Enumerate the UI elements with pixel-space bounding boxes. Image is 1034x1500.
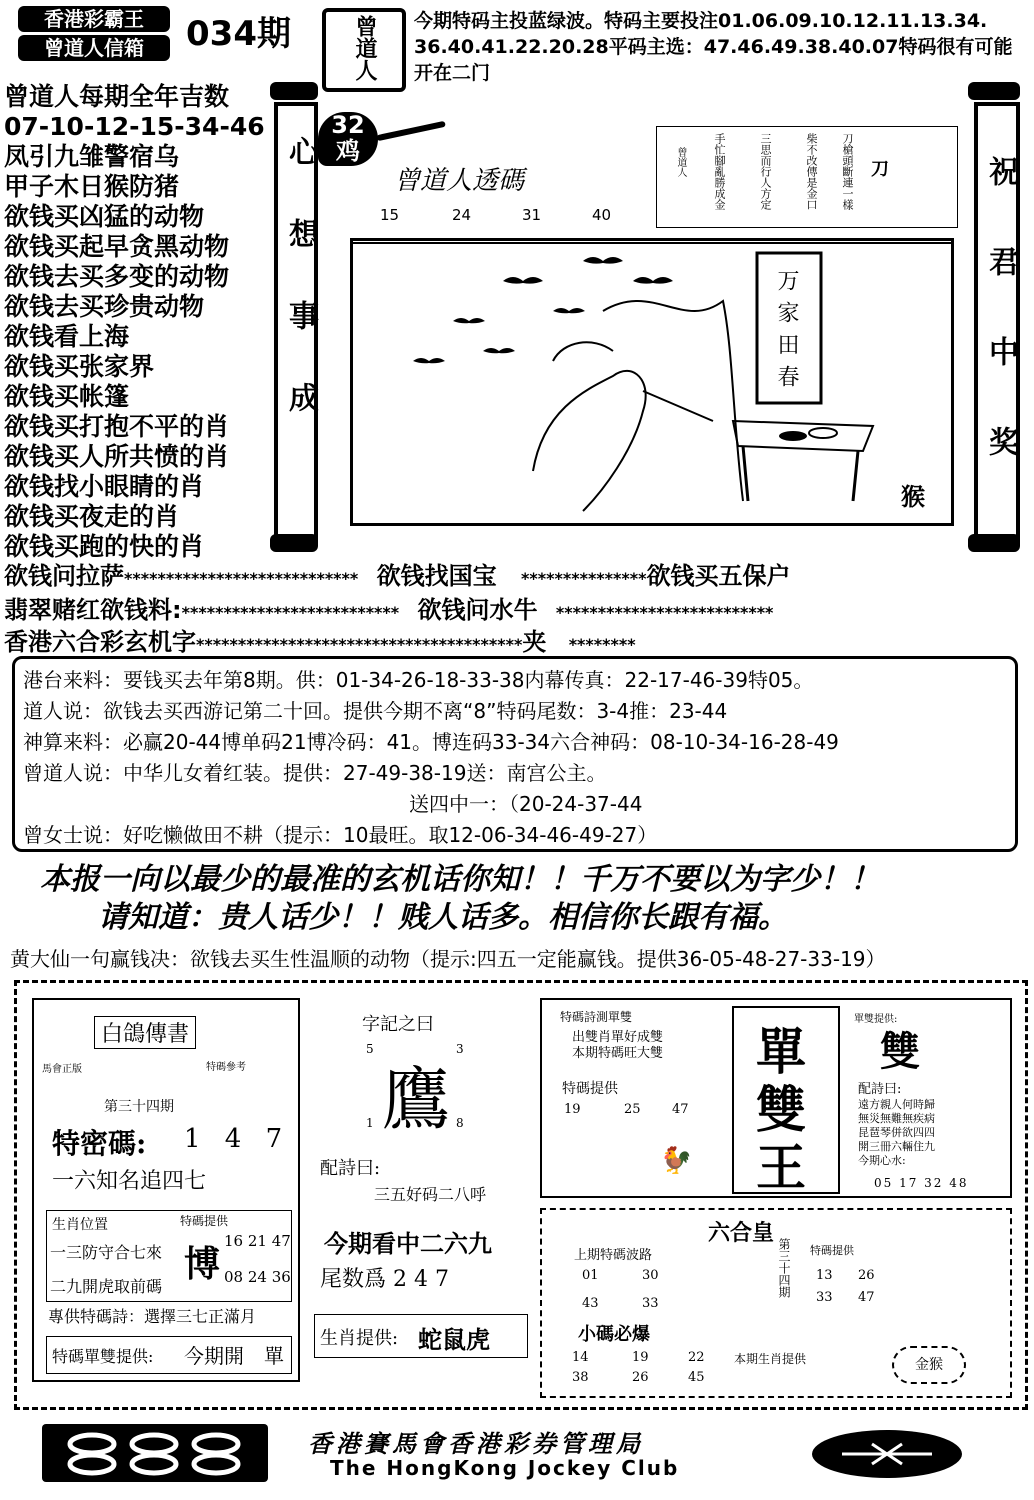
big-char: 鷹 [382, 1061, 451, 1140]
verse-col: 刀 [871, 159, 889, 180]
small-num: 26 [632, 1370, 649, 1385]
info-line: 神算来料：必赢20-44博单码21博冷码：41。博连码33-34六合神码：08-10-34-16-28-49 [23, 730, 839, 754]
panel-liuhe-title: 六合皇 [708, 1220, 775, 1246]
header-notice [414, 8, 1030, 86]
corner-tr: 3 [456, 1042, 464, 1056]
footer-logo-left [42, 1424, 268, 1482]
horse-emblem [812, 1430, 962, 1478]
clue-left: 欲钱问拉萨 [4, 562, 124, 590]
pos-line-2: 二九開虎取前碼 [50, 1277, 163, 1296]
picture-num: 15 [380, 206, 400, 224]
tema-label: 特密碼: [52, 1127, 147, 1160]
clue-row [4, 590, 774, 624]
verse-2: 本期特碼旺大雙 [572, 1046, 664, 1061]
panel-ying-title: 字記之曰 [362, 1014, 434, 1035]
verse-box [656, 126, 958, 228]
zodiac-label: 生肖提供: [320, 1328, 399, 1349]
clue-stars: **************************** [124, 569, 359, 588]
footer-org-en: The HongKong Jockey Club [330, 1456, 680, 1480]
small-num: 14 [572, 1350, 589, 1365]
right-poem-label: 配詩曰: [858, 1082, 902, 1097]
panel-liuhe [540, 1208, 1012, 1398]
illustration-frame [350, 238, 954, 526]
left-line: 欲钱去买珍贵动物 [4, 292, 205, 321]
rooster-icon: 🐓 [660, 1146, 693, 1176]
left-line: 甲子木日猴防猪 [4, 172, 180, 201]
right-char: 雙 [880, 1028, 920, 1075]
left-line: 欲钱去买多变的动物 [4, 262, 230, 291]
dsw-num: 19 [564, 1102, 581, 1117]
verse-col: 柴不改傳是金口 [805, 133, 818, 210]
liuhe-num: 33 [642, 1296, 659, 1311]
info-line: 送四中一：（20-24-37-44 [409, 792, 643, 816]
panel-baige-sub-left: 馬會正版 [42, 1064, 82, 1075]
picture-title: 曾道人透碼 [394, 166, 525, 196]
panel-baige-sub-right: 特碼參考 [206, 1062, 246, 1073]
small-num: 22 [688, 1350, 705, 1365]
wave-label: 上期特碼波路 [574, 1248, 653, 1263]
ds-value: 今期開 單 [184, 1344, 284, 1368]
right-nums: 05 17 32 48 [874, 1176, 969, 1190]
small-num: 38 [572, 1370, 589, 1385]
gold-badge-text: 金猴 [915, 1357, 943, 1373]
gold-badge [892, 1346, 966, 1384]
seal-text: 曾道人 [352, 15, 377, 81]
small-num: 45 [688, 1370, 705, 1385]
notice-line-1: 今期特码主投蓝绿波。特码主要投注01.06.09.10.12.11.13.34. [414, 10, 988, 32]
left-line: 欲钱买凶猛的动物 [4, 202, 205, 231]
logo-block [18, 6, 170, 62]
footer-logo-right [812, 1430, 962, 1478]
panel-dsw-title: 特碼詩測單雙 [560, 1010, 633, 1024]
hint-label: 特碼提供 [562, 1081, 618, 1097]
left-line: 欲钱买起早贪黑动物 [4, 232, 230, 261]
left-line: 欲钱买人所共愤的肖 [4, 442, 230, 471]
panel-ying [306, 998, 534, 1382]
pos-line-1: 一三防守合七來 [50, 1243, 163, 1262]
clue-mid: 夹 [522, 628, 547, 656]
clue-mid: 欲钱找国宝 [376, 562, 497, 590]
right-poem-line: 遠方親人何時歸 [858, 1098, 935, 1111]
left-line: 欲钱买跑的快的肖 [4, 532, 205, 561]
left-line: 欲钱看上海 [4, 322, 130, 351]
tema-phrase: 一六知名追四七 [52, 1169, 207, 1194]
dsw-char: 雙 [756, 1080, 806, 1139]
zodiac-badge: 鸡 [336, 137, 360, 165]
slogan-line-2: 请知道：贵人话少！！贱人话多。相信你长跟有福。 [98, 900, 788, 935]
corner-bl: 1 [366, 1116, 374, 1130]
logo-pattern [42, 1424, 268, 1482]
hint-label: 特碼提供 [810, 1244, 854, 1257]
clue-left: 翡翠赌红欲钱料: [4, 596, 182, 624]
panel-baige-title: 白鴿傳書 [94, 1016, 196, 1049]
left-line: 欲钱找小眼睛的肖 [4, 472, 205, 501]
slogan-line-1: 本报一向以最少的最准的玄机话你知！！千万不要以为字少！！ [40, 862, 880, 897]
note: 本期生肖提供 [734, 1352, 807, 1366]
small-label: 小碼必爆 [578, 1324, 650, 1345]
clue-mid: 欲钱问水牛 [417, 596, 538, 624]
scroll-right [974, 102, 1020, 540]
logo-line-2: 曾道人信箱 [18, 35, 170, 61]
footer-org-cn: 香港賽馬會香港彩券管理局 [308, 1429, 644, 1458]
notice-line-3: 开在二门 [414, 62, 491, 84]
clue-row [4, 556, 791, 590]
clue-right: 欲钱买五保户 [646, 562, 791, 590]
panel-baige-issue: 第三十四期 [104, 1099, 174, 1115]
right-poem-line: 今期心水: [858, 1154, 906, 1167]
corner-tl: 5 [366, 1042, 374, 1056]
zodiac: 蛇鼠虎 [418, 1325, 490, 1354]
right-poem-line: 開三冊六輛住九 [858, 1140, 935, 1153]
left-line: 欲钱买夜走的肖 [4, 502, 180, 531]
left-line: 欲钱买帐篷 [4, 382, 130, 411]
number-badge-value: 32 [331, 111, 365, 139]
bo-char: 博 [184, 1243, 221, 1285]
clue-row [4, 622, 636, 656]
scroll-right-text: 祝君中奖 [983, 156, 1018, 516]
issue-number: 034期 [186, 14, 291, 54]
liuhe-num: 47 [858, 1290, 875, 1305]
corner-br: 8 [456, 1116, 464, 1130]
info-line: 道人说：欲钱去买西游记第二十回。提供今期不离“8”特码尾数：3-4推：23-44 [23, 699, 728, 723]
bo-nums-2: 08 24 36 [224, 1268, 291, 1286]
clue-stars: ******** [568, 635, 636, 654]
ds-label: 特碼單雙提供: [52, 1347, 154, 1366]
verse-col: 曾道人 [675, 147, 686, 177]
logo-line-1: 香港彩霸王 [18, 6, 170, 32]
clue-left: 香港六合彩玄机字 [4, 628, 196, 656]
huang-line: 黄大仙一句赢钱决：欲钱去买生性温顺的动物（提示:四五一定能赢钱。提供36-05-48-27-33-19） [10, 947, 886, 971]
info-line: 港台来料：要钱买去年第8期。供：01-34-26-18-33-38内幕传真：22-17-46-39特05。 [23, 668, 814, 692]
seal-stamp [322, 8, 406, 92]
clue-stars: *************************************** [196, 635, 523, 654]
verse-col: 三思而行人方定 [759, 133, 772, 210]
liuhe-num: 33 [816, 1290, 833, 1305]
scroll-right-rod-bottom [968, 534, 1020, 552]
focus: 今期看中二六九 [324, 1230, 492, 1258]
panel-dsw [540, 998, 1012, 1198]
scroll-left-rod-top [270, 82, 318, 100]
liuhe-num: 26 [858, 1268, 875, 1283]
picture-corner-label: 猴 [901, 483, 925, 511]
clue-stars: ************************** [555, 603, 774, 622]
lucky-numbers: 07-10-12-15-34-46 [4, 112, 265, 141]
notice-line-2: 36.40.41.22.20.28平码主选：47.46.49.38.40.07特码很有可能 [414, 36, 1013, 58]
issue-col: 第三十四期 [777, 1238, 791, 1298]
liuhe-num: 13 [816, 1268, 833, 1283]
liuhe-num: 43 [582, 1296, 599, 1311]
panel-baige [32, 998, 300, 1382]
pos-label: 生肖位置 [52, 1217, 108, 1233]
illustration-banner: 万家田春 [774, 269, 799, 397]
info-line: 曾女士说：好吃懒做田不耕（提示：10最旺。取12-06-34-46-49-27） [23, 823, 658, 847]
info-line: 曾道人说：中华儿女着红装。提供：27-49-38-19送：南宫公主。 [23, 761, 607, 785]
scroll-right-rod-top [968, 82, 1020, 100]
clue-stars: ************************** [181, 603, 400, 622]
left-line: 凤引九雏警宿乌 [4, 142, 180, 171]
number-badge [318, 112, 378, 166]
verse-col: 手忙腳亂勝成金 [713, 133, 726, 210]
dsw-char: 王 [756, 1138, 806, 1197]
tema-value: 1 4 7 [184, 1124, 291, 1154]
left-column [4, 82, 266, 562]
liuhe-num: 30 [642, 1268, 659, 1283]
poem: 三五好码二八呼 [374, 1185, 487, 1204]
clue-stars: *************** [521, 569, 647, 588]
verse-1: 出雙肖單好成雙 [572, 1030, 664, 1045]
picture-num: 24 [452, 206, 472, 224]
left-line: 欲钱买打抱不平的肖 [4, 412, 230, 441]
scroll-left-text: 心想事成 [283, 136, 318, 464]
picture-num: 31 [522, 206, 542, 224]
right-title: 單雙提供: [854, 1014, 898, 1025]
right-poem-line: 昆琶琴併欲四四 [858, 1126, 935, 1139]
dsw-char: 單 [756, 1022, 806, 1081]
lucky-title: 曾道人每期全年吉数 [4, 82, 230, 111]
panel-baige-poem: 專供特碼詩：選擇三七正滿月 [48, 1307, 257, 1326]
picture-num: 40 [592, 206, 612, 224]
small-num: 19 [632, 1350, 649, 1365]
illustration-art [353, 241, 951, 523]
badge-tail [376, 121, 446, 141]
dsw-num: 47 [672, 1102, 689, 1117]
left-line: 欲钱买张家界 [4, 352, 155, 381]
picture-area [318, 98, 966, 538]
scroll-left [274, 102, 318, 540]
liuhe-num: 01 [582, 1268, 599, 1283]
poem-label: 配詩曰: [320, 1158, 381, 1179]
dsw-num: 25 [624, 1102, 641, 1117]
verse-col: 刀槍頭斷連一樣 [841, 133, 854, 210]
info-box [12, 656, 1018, 852]
right-poem-line: 無災無難無疾病 [858, 1112, 935, 1125]
bo-nums-1: 16 21 47 [224, 1232, 291, 1250]
hint-label: 特碼提供 [180, 1214, 229, 1228]
tail: 尾数爲 2 4 7 [320, 1267, 449, 1292]
scroll-left-rod-bottom [270, 534, 318, 552]
